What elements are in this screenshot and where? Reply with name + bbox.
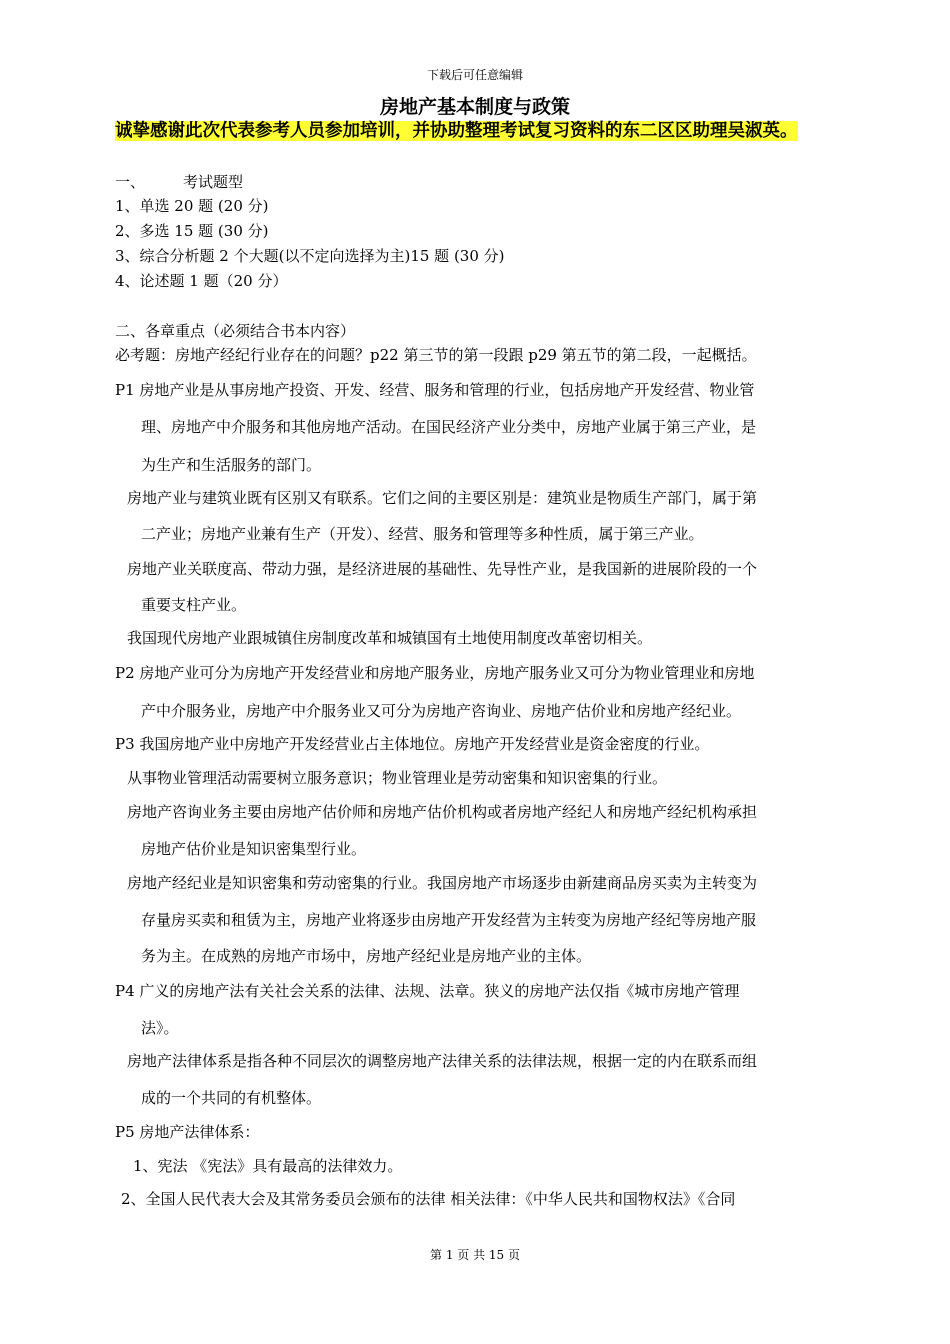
exam-item: 1、单选 20 题 (20 分): [115, 197, 269, 215]
body-line: 务为主。在成熟的房地产市场中，房地产经纪业是房地产业的主体。: [141, 947, 592, 965]
body-line: 房地产估价业是知识密集型行业。: [141, 840, 367, 858]
body-line: 存量房买卖和租赁为主，房地产业将逐步由房地产开发经营为主转变为房地产经纪等房地产服: [141, 911, 757, 929]
exam-item: 2、多选 15 题 (30 分): [115, 222, 269, 240]
body-line: P1 房地产业是从事房地产投资、开发、经营、服务和管理的行业，包括房地产开发经营、物业管: [115, 381, 755, 399]
body-line: 房地产咨询业务主要由房地产估价师和房地产估价机构或者房地产经纪人和房地产经纪机构承担: [127, 803, 758, 821]
body-line: P5 房地产法律体系：: [115, 1123, 260, 1141]
body-line: 法》。: [141, 1019, 179, 1037]
body-line: 二产业；房地产业兼有生产（开发）、经营、服务和管理等多种性质，属于第三产业。: [141, 525, 704, 543]
section-heading: 二、各章重点（必须结合书本内容）: [115, 322, 356, 340]
body-line: 房地产业与建筑业既有区别又有联系。它们之间的主要区别是：建筑业是物质生产部门，属于第: [127, 489, 758, 507]
must-exam-question: 必考题：房地产经纪行业存在的问题？p22 第三节的第一段跟 p29 第五节的第二段，一起概括。: [115, 346, 757, 364]
body-line: 理、房地产中介服务和其他房地产活动。在国民经济产业分类中，房地产业属于第三产业，是: [141, 418, 757, 436]
body-line: 2、全国人民代表大会及其常务委员会颁布的法律 相关法律：《中华人民共和国物权法》《合同: [121, 1190, 736, 1208]
document-title: 房地产基本制度与政策: [379, 96, 570, 118]
exam-item: 4、论述题 1 题（20 分）: [115, 272, 288, 290]
body-line: P2 房地产业可分为房地产开发经营业和房地产服务业，房地产服务业又可分为物业管理业和房地: [115, 664, 755, 682]
body-line: 为生产和生活服务的部门。: [141, 456, 322, 474]
body-line: 房地产经纪业是知识密集和劳动密集的行业。我国房地产市场逐步由新建商品房买卖为主转变为: [127, 874, 758, 892]
body-line: P3 我国房地产业中房地产开发经营业占主体地位。房地产开发经营业是资金密度的行业。: [115, 735, 710, 753]
body-line: 从事物业管理活动需要树立服务意识；物业管理业是劳动密集和知识密集的行业。: [127, 769, 668, 787]
page-header: 下载后可任意编辑: [426, 68, 523, 82]
exam-heading: 考试题型: [183, 173, 244, 191]
body-line: 房地产业关联度高、带动力强，是经济进展的基础性、先导性产业，是我国新的进展阶段的一个: [127, 560, 758, 578]
exam-heading-number: 一、: [115, 173, 146, 191]
body-line: 成的一个共同的有机整体。: [141, 1089, 322, 1107]
body-line: 1、宪法 《宪法》具有最高的法律效力。: [133, 1157, 403, 1175]
body-line: 重要支柱产业。: [141, 596, 247, 614]
page-footer: 第 1 页 共 15 页: [430, 1248, 520, 1262]
body-line: 房地产法律体系是指各种不同层次的调整房地产法律关系的法律法规，根据一定的内在联系而组: [127, 1052, 758, 1070]
highlighted-acknowledgement: 诚挚感谢此次代表参考人员参加培训，并协助整理考试复习资料的东二区区助理吴淑英。: [115, 121, 798, 141]
body-line: 我国现代房地产业跟城镇住房制度改革和城镇国有土地使用制度改革密切相关。: [127, 629, 653, 647]
body-line: 产中介服务业，房地产中介服务业又可分为房地产咨询业、房地产估价业和房地产经纪业。: [141, 702, 742, 720]
exam-item: 3、综合分析题 2 个大题(以不定向选择为主)15 题 (30 分): [115, 247, 505, 265]
body-line: P4 广义的房地产法有关社会关系的法律、法规、法章。狭义的房地产法仅指《城市房地产管理: [115, 982, 740, 1000]
